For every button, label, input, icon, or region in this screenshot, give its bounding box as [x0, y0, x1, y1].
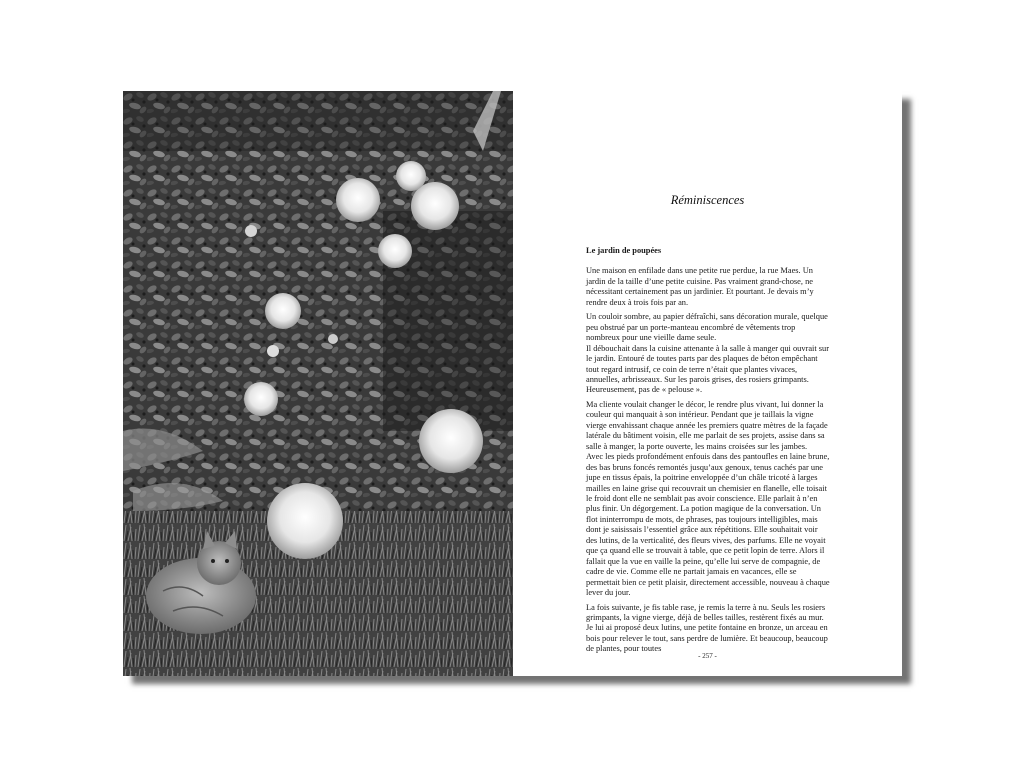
paragraph: Une maison en enfilade dans une petite rue perdue, la rue Maes. Un jardin de la taille d’une petite cuisine. Pas vraiment grand-chose, ne nécessitant certainement pas un jardinier. Et pourtant. Je devais m’y rendre deux à trois fois par an.	[586, 266, 814, 307]
section-title: Le jardin de poupées	[586, 246, 662, 255]
paragraph: Ma cliente voulait changer le décor, le rendre plus vivant, lui donner la couleur qui manquait à son intérieur. Pendant que je taillais la vigne vierge envahissant chaque année les premiers quatre mètres de la façade latérale du bâtiment voisin, elle me parlait de ses projets, assise dans sa salle à manger, la porte ouverte, les mains croisées sur les jambes.	[586, 399, 828, 451]
text-page	[513, 91, 902, 676]
paragraph: Avec les pieds profondément enfouis dans des pantoufles en laine brune, des bas bruns foncés remontés jusqu’aux genoux, tenus cachés par une jupe en tissus épais, la poitrine enveloppée d’un châle tricoté à larges mailles en laine grise qui recouvrait un chemisier en flanelle, elle toisait le froid dont elle ne semblait pas avoir conscience. Elle parlait à n’en plus finir. Un dégorgement. La potion magique de la conversation. Un flot ininterrompu de mots, de phrases, pas toujours intelligibles, mais dont je saisissais l’essentiel grâce aux répétitions. Elle souhaitait voir des lutins, de la verticalité, des fleurs vives, des parfums. Elle ne voyait que ça quand elle se trouvait à table, que ce petit lopin de terre. Alors il fallait que la vue en vaille la peine, qu’elle lui serve de compagnie, de cadre de vie. Comme elle ne partait jamais en vacances, elle se permettait bien ce petit plaisir, directement accessible, nouveau à chaque lever du jour.	[586, 452, 830, 598]
garden-photo	[123, 91, 513, 676]
book-spread	[123, 91, 902, 676]
body-text	[586, 246, 830, 659]
paragraph: La fois suivante, je fis table rase, je remis la terre à nu. Seuls les rosiers grimpants, la vigne vierge, déjà de belles tailles, restèrent fixés au mur. Je lui ai proposé deux lutins, une petite fontaine en bronze, un arceau en bois pour relever le tout, sans perdre de lumière. Et beaucoup, beaucoup de plantes, pour toutes	[586, 602, 828, 654]
photo-page	[123, 91, 513, 676]
paragraph: Il débouchait dans la cuisine attenante à la salle à manger qui ouvrait sur le jardin. Entouré de toutes parts par des plaques de béton empêchant tout regard intrusif, ce coin de terre n’était que plantes vivaces, annuelles, arbrisseaux. Sur les parois grises, des rosiers grimpants. Heureusement, pas de « pelouse ».	[586, 343, 830, 395]
page-number: - 257 -	[698, 652, 717, 660]
paragraph: Un couloir sombre, au papier défraîchi, sans décoration murale, quelque peu obstrué par un porte-manteau encombré de vêtements trop nombreux pour une vieille dame seule.	[586, 312, 828, 343]
chapter-title: Réminiscences	[670, 193, 745, 207]
